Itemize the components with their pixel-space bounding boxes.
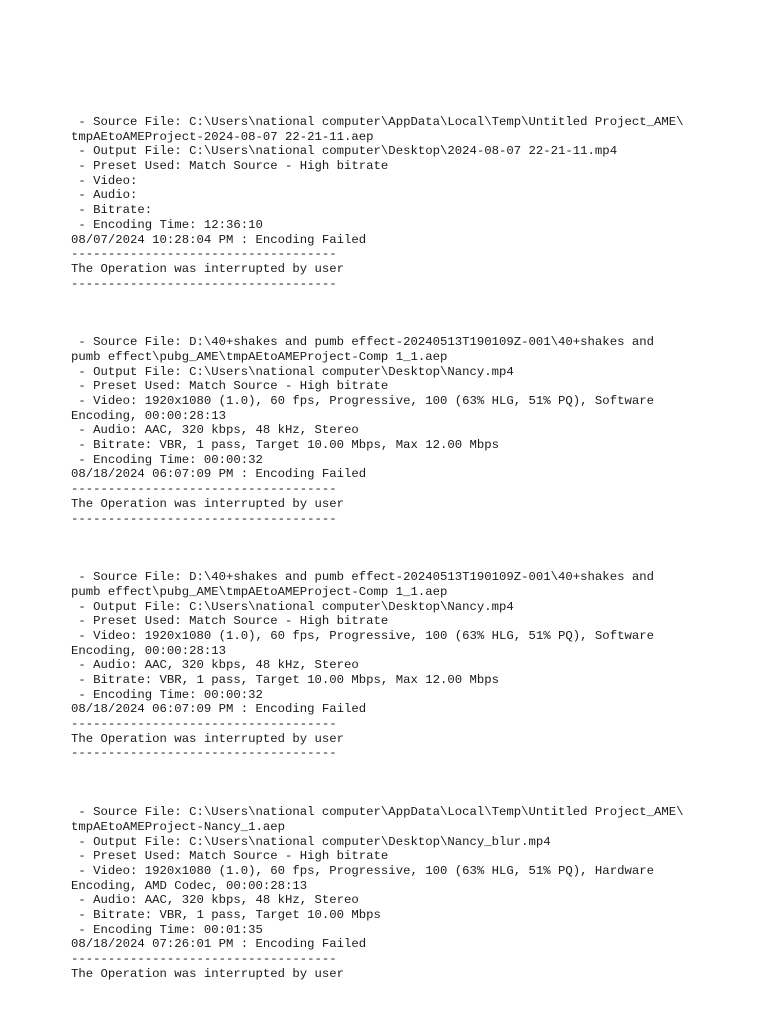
log-line: - Preset Used: Match Source - High bitrate <box>71 614 389 629</box>
log-line: - Video: 1920x1080 (1.0), 60 fps, Progressive, 100 (63% HLG, 51% PQ), Software <box>71 628 654 643</box>
log-line: - Encoding Time: 00:00:32 <box>71 452 263 467</box>
log-line: - Encoding Time: 00:01:35 <box>71 922 263 937</box>
log-line: Encoding, 00:00:28:13 <box>71 643 226 658</box>
separator-line: ------------------------------------ <box>71 746 337 761</box>
separator-line: ------------------------------------ <box>71 276 337 291</box>
log-line: - Audio: AAC, 320 kbps, 48 kHz, Stereo <box>71 658 359 673</box>
log-line: pumb effect\pubg_AME\tmpAEtoAMEProject-Comp 1_1.aep <box>71 584 448 599</box>
status-line: 08/07/2024 10:28:04 PM : Encoding Failed <box>71 232 367 247</box>
log-line: tmpAEtoAMEProject-Nancy_1.aep <box>71 819 286 834</box>
error-message: The Operation was interrupted by user <box>71 731 345 746</box>
log-line: - Bitrate: VBR, 1 pass, Target 10.00 Mbps, Max 12.00 Mbps <box>71 673 500 687</box>
separator-line: ------------------------------------ <box>71 247 337 262</box>
log-entry <box>71 115 751 291</box>
log-line: - Source File: D:\40+shakes and pumb effect-20240513T190109Z-001\40+shakes and <box>71 335 654 350</box>
log-line: - Source File: D:\40+shakes and pumb effect-20240513T190109Z-001\40+shakes and <box>71 570 654 585</box>
log-line: tmpAEtoAMEProject-2024-08-07 22-21-11.aep <box>71 129 374 144</box>
log-line: - Source File: C:\Users\national computer\AppData\Local\Temp\Untitled Project_AME\ <box>71 115 684 129</box>
log-line: - Preset Used: Match Source - High bitrate <box>71 849 389 864</box>
log-line: - Output File: C:\Users\national computer\Desktop\Nancy_blur.mp4 <box>71 834 551 849</box>
log-line: Encoding, AMD Codec, 00:00:28:13 <box>71 878 308 893</box>
log-line: - Video: <box>71 173 138 188</box>
log-line: - Video: 1920x1080 (1.0), 60 fps, Progressive, 100 (63% HLG, 51% PQ), Software <box>71 394 654 408</box>
log-entry <box>71 805 751 981</box>
separator-line: ------------------------------------ <box>71 482 337 497</box>
log-line: - Preset Used: Match Source - High bitrate <box>71 379 389 394</box>
error-message: The Operation was interrupted by user <box>71 261 345 276</box>
separator-line: ------------------------------------ <box>71 717 337 732</box>
log-line: - Output File: C:\Users\national computer\Desktop\2024-08-07 22-21-11.mp4 <box>71 144 618 159</box>
log-line: - Audio: <box>71 188 138 203</box>
log-line: Encoding, 00:00:28:13 <box>71 408 226 423</box>
encoding-log-document <box>71 115 751 981</box>
log-line: - Bitrate: VBR, 1 pass, Target 10.00 Mbps <box>71 907 381 922</box>
log-line: - Audio: AAC, 320 kbps, 48 kHz, Stereo <box>71 423 359 438</box>
separator-line: ------------------------------------ <box>71 511 337 526</box>
log-line: - Source File: C:\Users\national computer\AppData\Local\Temp\Untitled Project_AME\ <box>71 805 684 820</box>
log-line: - Output File: C:\Users\national computer\Desktop\Nancy.mp4 <box>71 599 514 614</box>
status-line: 08/18/2024 06:07:09 PM : Encoding Failed <box>71 702 367 717</box>
log-entry <box>71 335 751 526</box>
log-line: - Encoding Time: 00:00:32 <box>71 687 263 702</box>
log-entry <box>71 570 751 761</box>
log-line: - Output File: C:\Users\national computer\Desktop\Nancy.mp4 <box>71 364 514 379</box>
error-message: The Operation was interrupted by user <box>71 496 345 511</box>
error-message: The Operation was interrupted by user <box>71 966 345 981</box>
log-line: pumb effect\pubg_AME\tmpAEtoAMEProject-Comp 1_1.aep <box>71 349 448 364</box>
status-line: 08/18/2024 07:26:01 PM : Encoding Failed <box>71 937 367 952</box>
status-line: 08/18/2024 06:07:09 PM : Encoding Failed <box>71 467 367 482</box>
separator-line: ------------------------------------ <box>71 952 337 966</box>
log-line: - Encoding Time: 12:36:10 <box>71 217 263 232</box>
log-line: - Bitrate: VBR, 1 pass, Target 10.00 Mbps, Max 12.00 Mbps <box>71 438 500 453</box>
log-line: - Bitrate: <box>71 203 153 218</box>
log-line: - Video: 1920x1080 (1.0), 60 fps, Progressive, 100 (63% HLG, 51% PQ), Hardware <box>71 863 654 878</box>
log-line: - Audio: AAC, 320 kbps, 48 kHz, Stereo <box>71 893 359 908</box>
log-line: - Preset Used: Match Source - High bitrate <box>71 159 389 174</box>
